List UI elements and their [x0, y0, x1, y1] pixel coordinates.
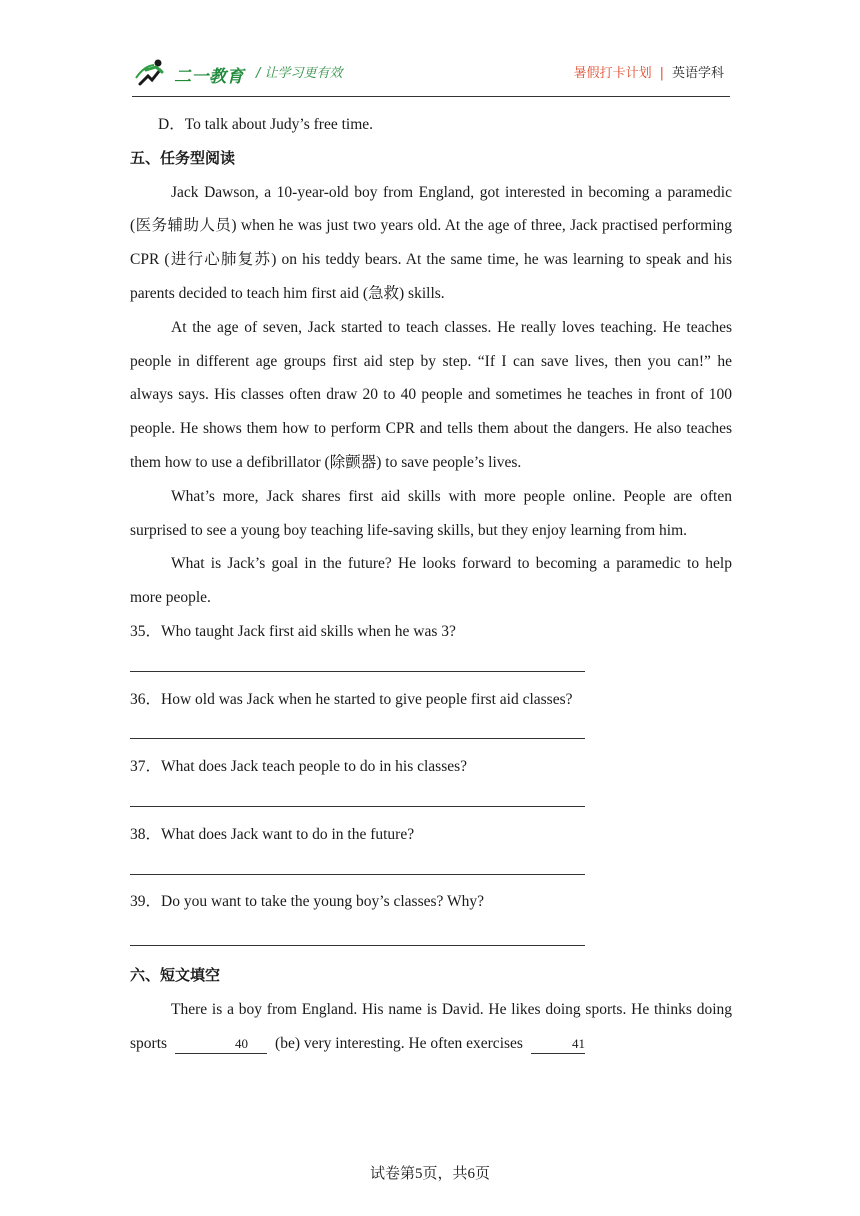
cloze-paragraph	[130, 993, 732, 1061]
section-6-title: 六、短文填空	[130, 966, 221, 985]
subject-label: 英语学科	[671, 66, 724, 81]
logo	[134, 56, 244, 90]
question-39: 39．Do you want to take the young boy’s classes? Why?	[130, 893, 484, 911]
header-separator: |	[659, 66, 664, 81]
answer-line-35[interactable]	[130, 649, 732, 683]
page-footer: 试卷第5页，共6页	[369, 1166, 490, 1182]
answer-line-38[interactable]	[130, 852, 732, 886]
cloze-text-b: (be) very interesting. He often exercises	[275, 1034, 523, 1052]
blank-40[interactable]: 40	[175, 1035, 267, 1054]
reading-paragraph: What’s more, Jack shares first aid skills with more people online. People are often surprised to see a young boy teaching life-saving skills, but they enjoy learning from him.	[130, 487, 732, 539]
reading-paragraph: At the age of seven, Jack started to teach classes. He really loves teaching. He teaches people in different age groups first aid step by step. “If I can save lives, then you can!” he always says. His classes often draw 20 to 40 people and sometimes he teaches in front of 100 people. He shows them how to perform CPR and tells them about the dangers. He also teaches them how to use a defibrillator (除颤器) to save people’s lives.	[130, 318, 732, 471]
slogan: / 让学习更有效	[256, 66, 343, 81]
page-header	[132, 54, 730, 97]
reading-paragraph: Jack Dawson, a 10-year-old boy from England, got interested in becoming a paramedic (医务辅助人员) when he was just two years old. At the age of three, Jack practised performing CPR (进行心肺复苏) on his teddy bears. At the same time, he was learning to speak and his parents decided to teach him first aid (急救) skills.	[130, 183, 732, 302]
question-35: 35．Who taught Jack first aid skills when he was 3?	[130, 622, 456, 640]
option-d: D．To talk about Judy’s free time.	[158, 116, 374, 133]
plan-label: 暑假打卡计划	[573, 66, 652, 81]
cloze-text-a: There is a boy from England. His name is David. He likes doing sports. He thinks doing sports	[130, 1000, 732, 1052]
page-content	[130, 108, 732, 1061]
question-38: 38．What does Jack want to do in the future?	[130, 825, 415, 843]
header-right	[574, 62, 724, 81]
answer-line-36[interactable]	[130, 716, 732, 750]
answer-line-39[interactable]	[130, 919, 732, 959]
section-5-title: 五、任务型阅读	[130, 148, 236, 167]
question-36: 36．How old was Jack when he started to give people first aid classes?	[130, 690, 573, 708]
reading-paragraph: What is Jack’s goal in the future? He looks forward to becoming a paramedic to help more people.	[130, 555, 732, 607]
runner-logo-icon	[134, 56, 174, 90]
answer-line-37[interactable]	[130, 784, 732, 818]
blank-41[interactable]: 41	[531, 1035, 585, 1054]
question-37: 37．What does Jack teach people to do in his classes?	[130, 758, 468, 776]
logo-text: 二一教育	[174, 67, 244, 87]
